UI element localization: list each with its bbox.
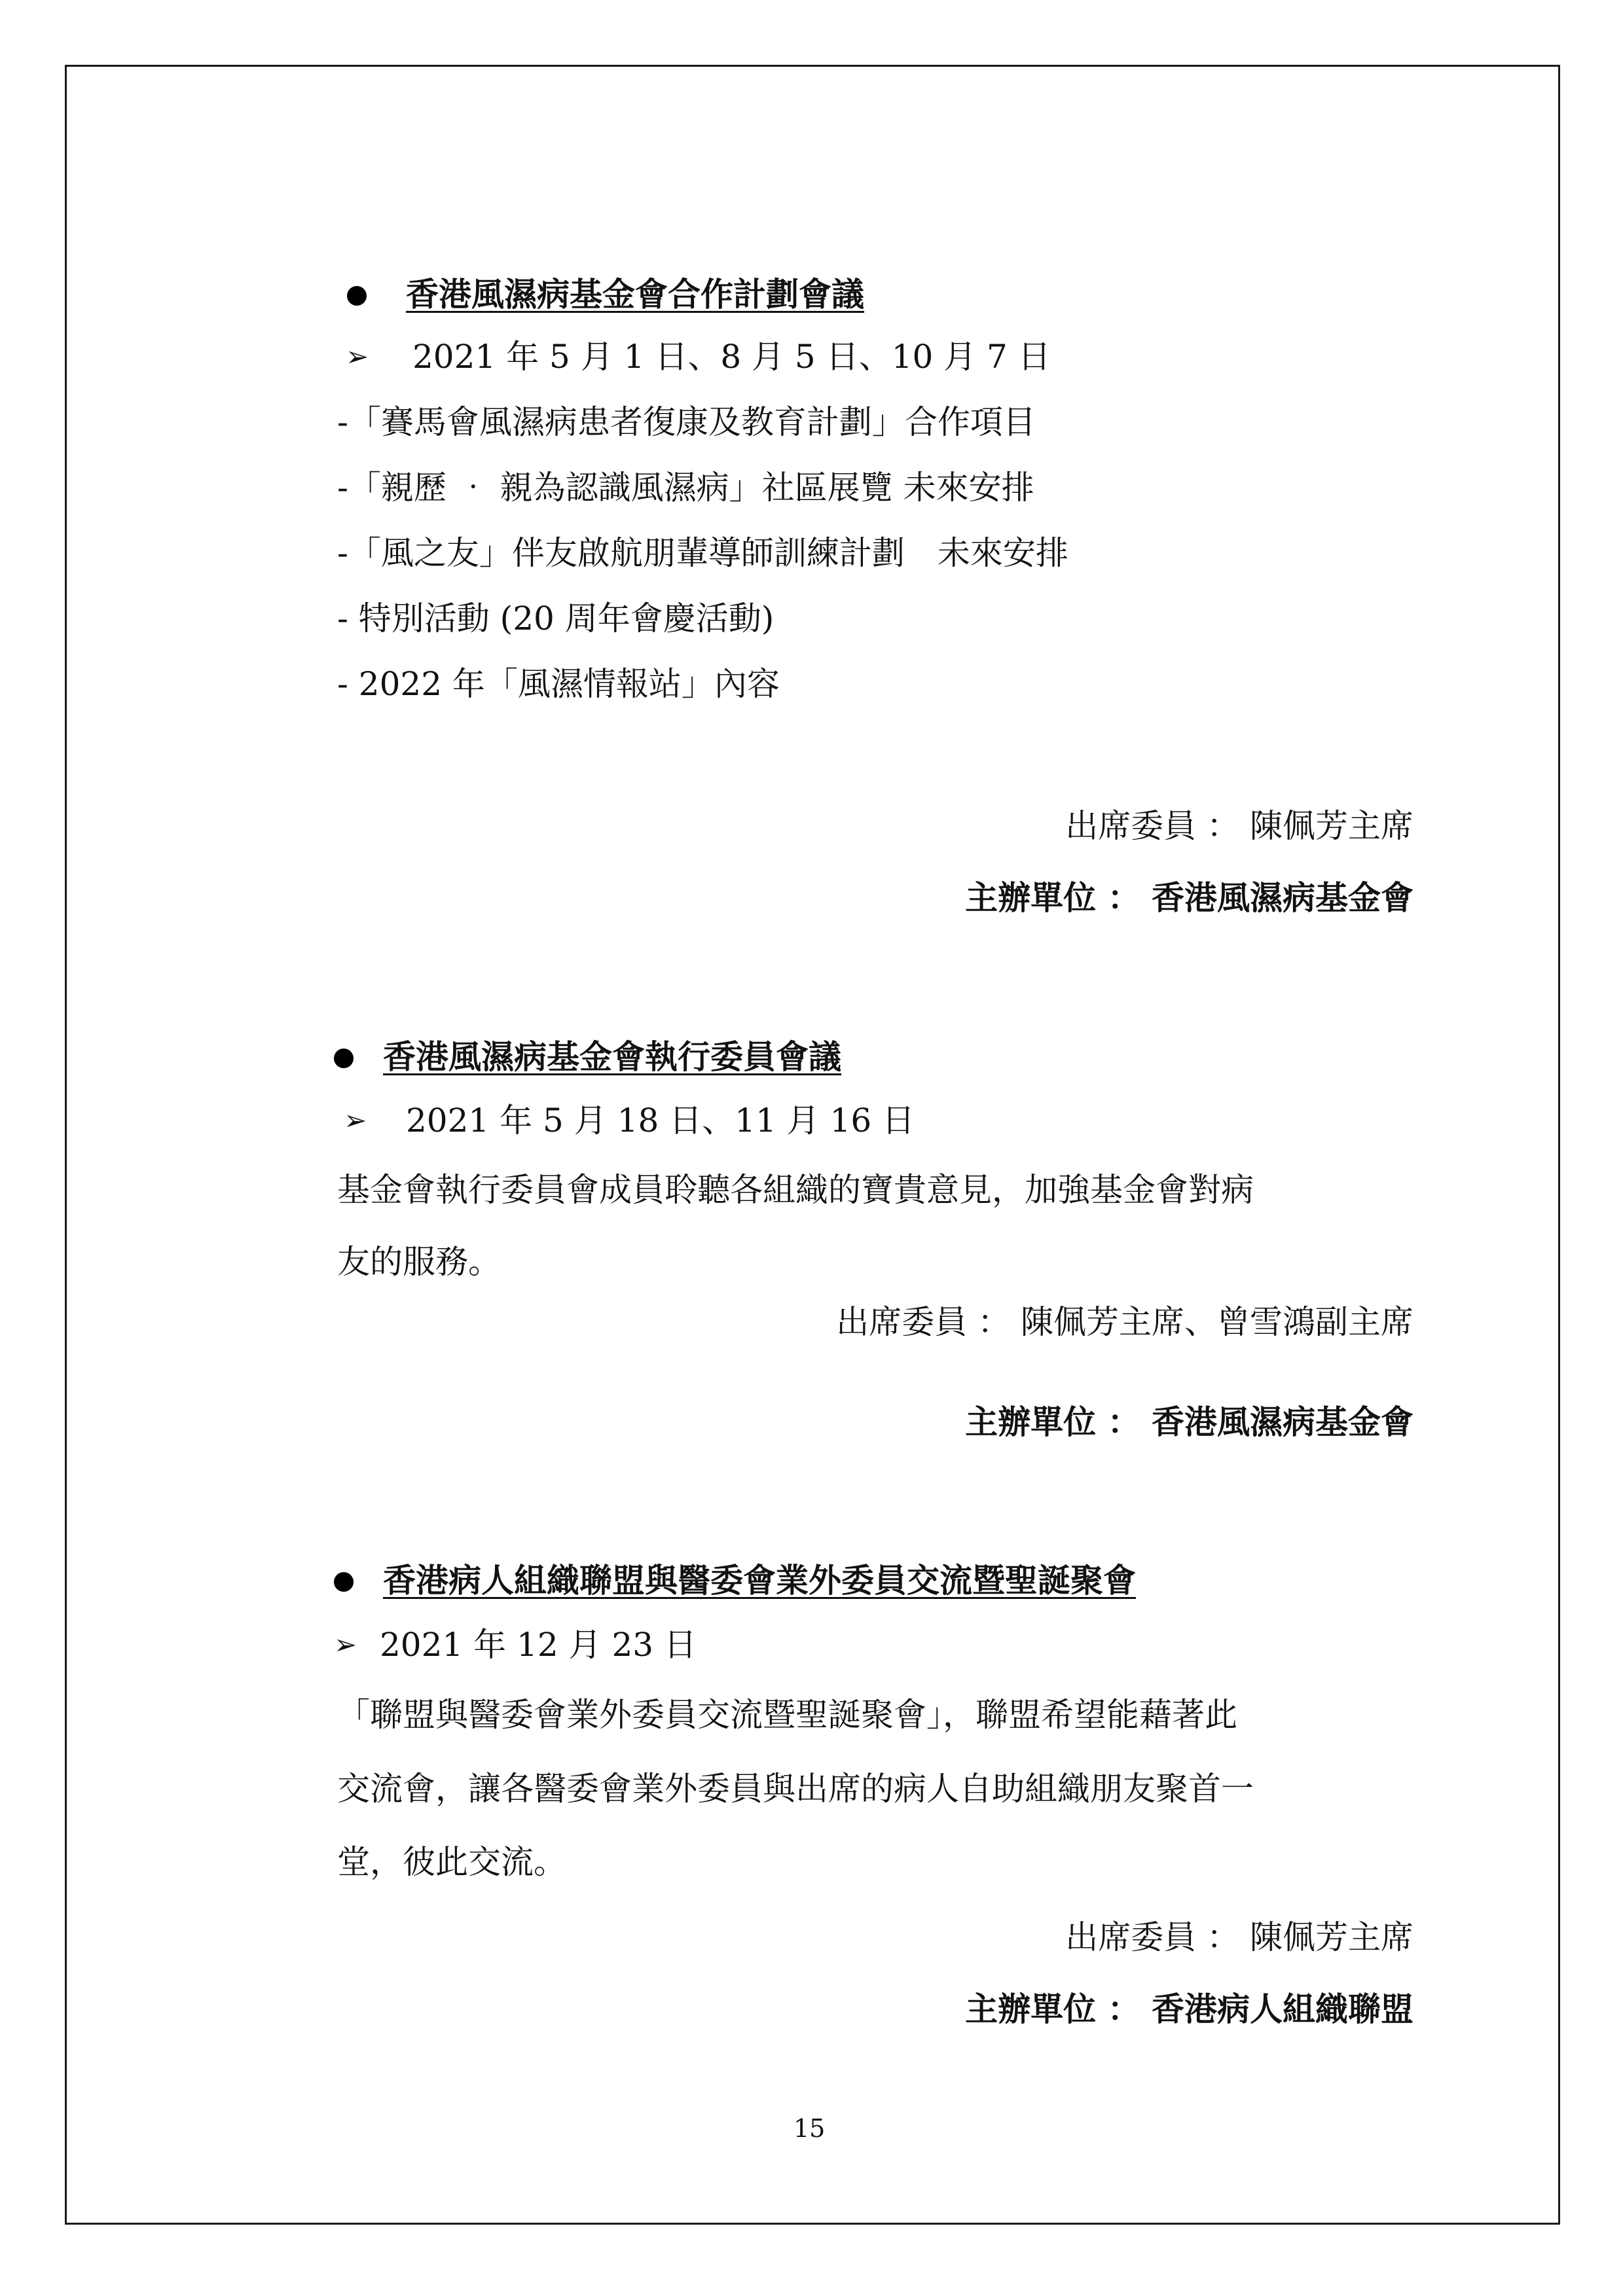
bullet-icon — [347, 286, 367, 306]
arrow-bullet-icon: ➢ — [346, 340, 369, 372]
section-3-description: 交流會，讓各醫委會業外委員與出席的病人自助組織朋友聚首一 — [337, 1770, 1254, 1808]
page-border — [65, 65, 1560, 2225]
section-2-date: 2021 年 5 月 18 日、11 月 16 日 — [406, 1102, 915, 1139]
section-2-attendance: 出席委員 ： 陳佩芳主席、曾雪鴻副主席 — [836, 1303, 1413, 1341]
page-number: 15 — [793, 2114, 826, 2143]
section-1-title: 香港風濕病基金會合作計劃會議 — [406, 275, 864, 314]
section-1-item: - 特別活動 (20 周年會慶活動) — [337, 600, 775, 637]
arrow-bullet-icon: ➢ — [344, 1104, 367, 1136]
section-1-item: -「親歷 ‧ 親為認識風濕病」社區展覽 未來安排 — [337, 469, 1034, 507]
section-3-date: 2021 年 12 月 23 日 — [380, 1626, 697, 1664]
section-3-description: 堂，彼此交流。 — [337, 1843, 566, 1881]
section-1-item: -「賽馬會風濕病患者復康及教育計劃」合作項目 — [337, 403, 1036, 441]
section-1-item: -「風之友」伴友啟航朋輩導師訓練計劃 未來安排 — [337, 534, 1068, 572]
section-2-title: 香港風濕病基金會執行委員會議 — [383, 1037, 841, 1076]
section-1-organizer: 主辦單位 ： 香港風濕病基金會 — [965, 878, 1413, 917]
section-2-organizer: 主辦單位 ： 香港風濕病基金會 — [965, 1403, 1413, 1441]
section-3-organizer: 主辦單位 ： 香港病人組織聯盟 — [965, 1990, 1413, 2028]
section-3-attendance: 出席委員 ： 陳佩芳主席 — [1065, 1918, 1413, 1956]
section-1-attendance: 出席委員 ： 陳佩芳主席 — [1065, 807, 1413, 845]
section-2-description: 友的服務。 — [337, 1243, 501, 1281]
arrow-bullet-icon: ➢ — [334, 1628, 357, 1660]
section-1-item: - 2022 年「風濕情報站」內容 — [337, 665, 780, 703]
section-3-description: 「聯盟與醫委會業外委員交流暨聖誕聚會」，聯盟希望能藉著此 — [337, 1696, 1237, 1734]
section-1-date: 2021 年 5 月 1 日、8 月 5 日、10 月 7 日 — [412, 338, 1051, 376]
section-2-description: 基金會執行委員會成員聆聽各組織的寶貴意見，加強基金會對病 — [337, 1171, 1254, 1209]
bullet-icon — [334, 1049, 354, 1068]
section-3-title: 香港病人組織聯盟與醫委會業外委員交流暨聖誕聚會 — [383, 1561, 1136, 1600]
bullet-icon — [334, 1572, 354, 1592]
